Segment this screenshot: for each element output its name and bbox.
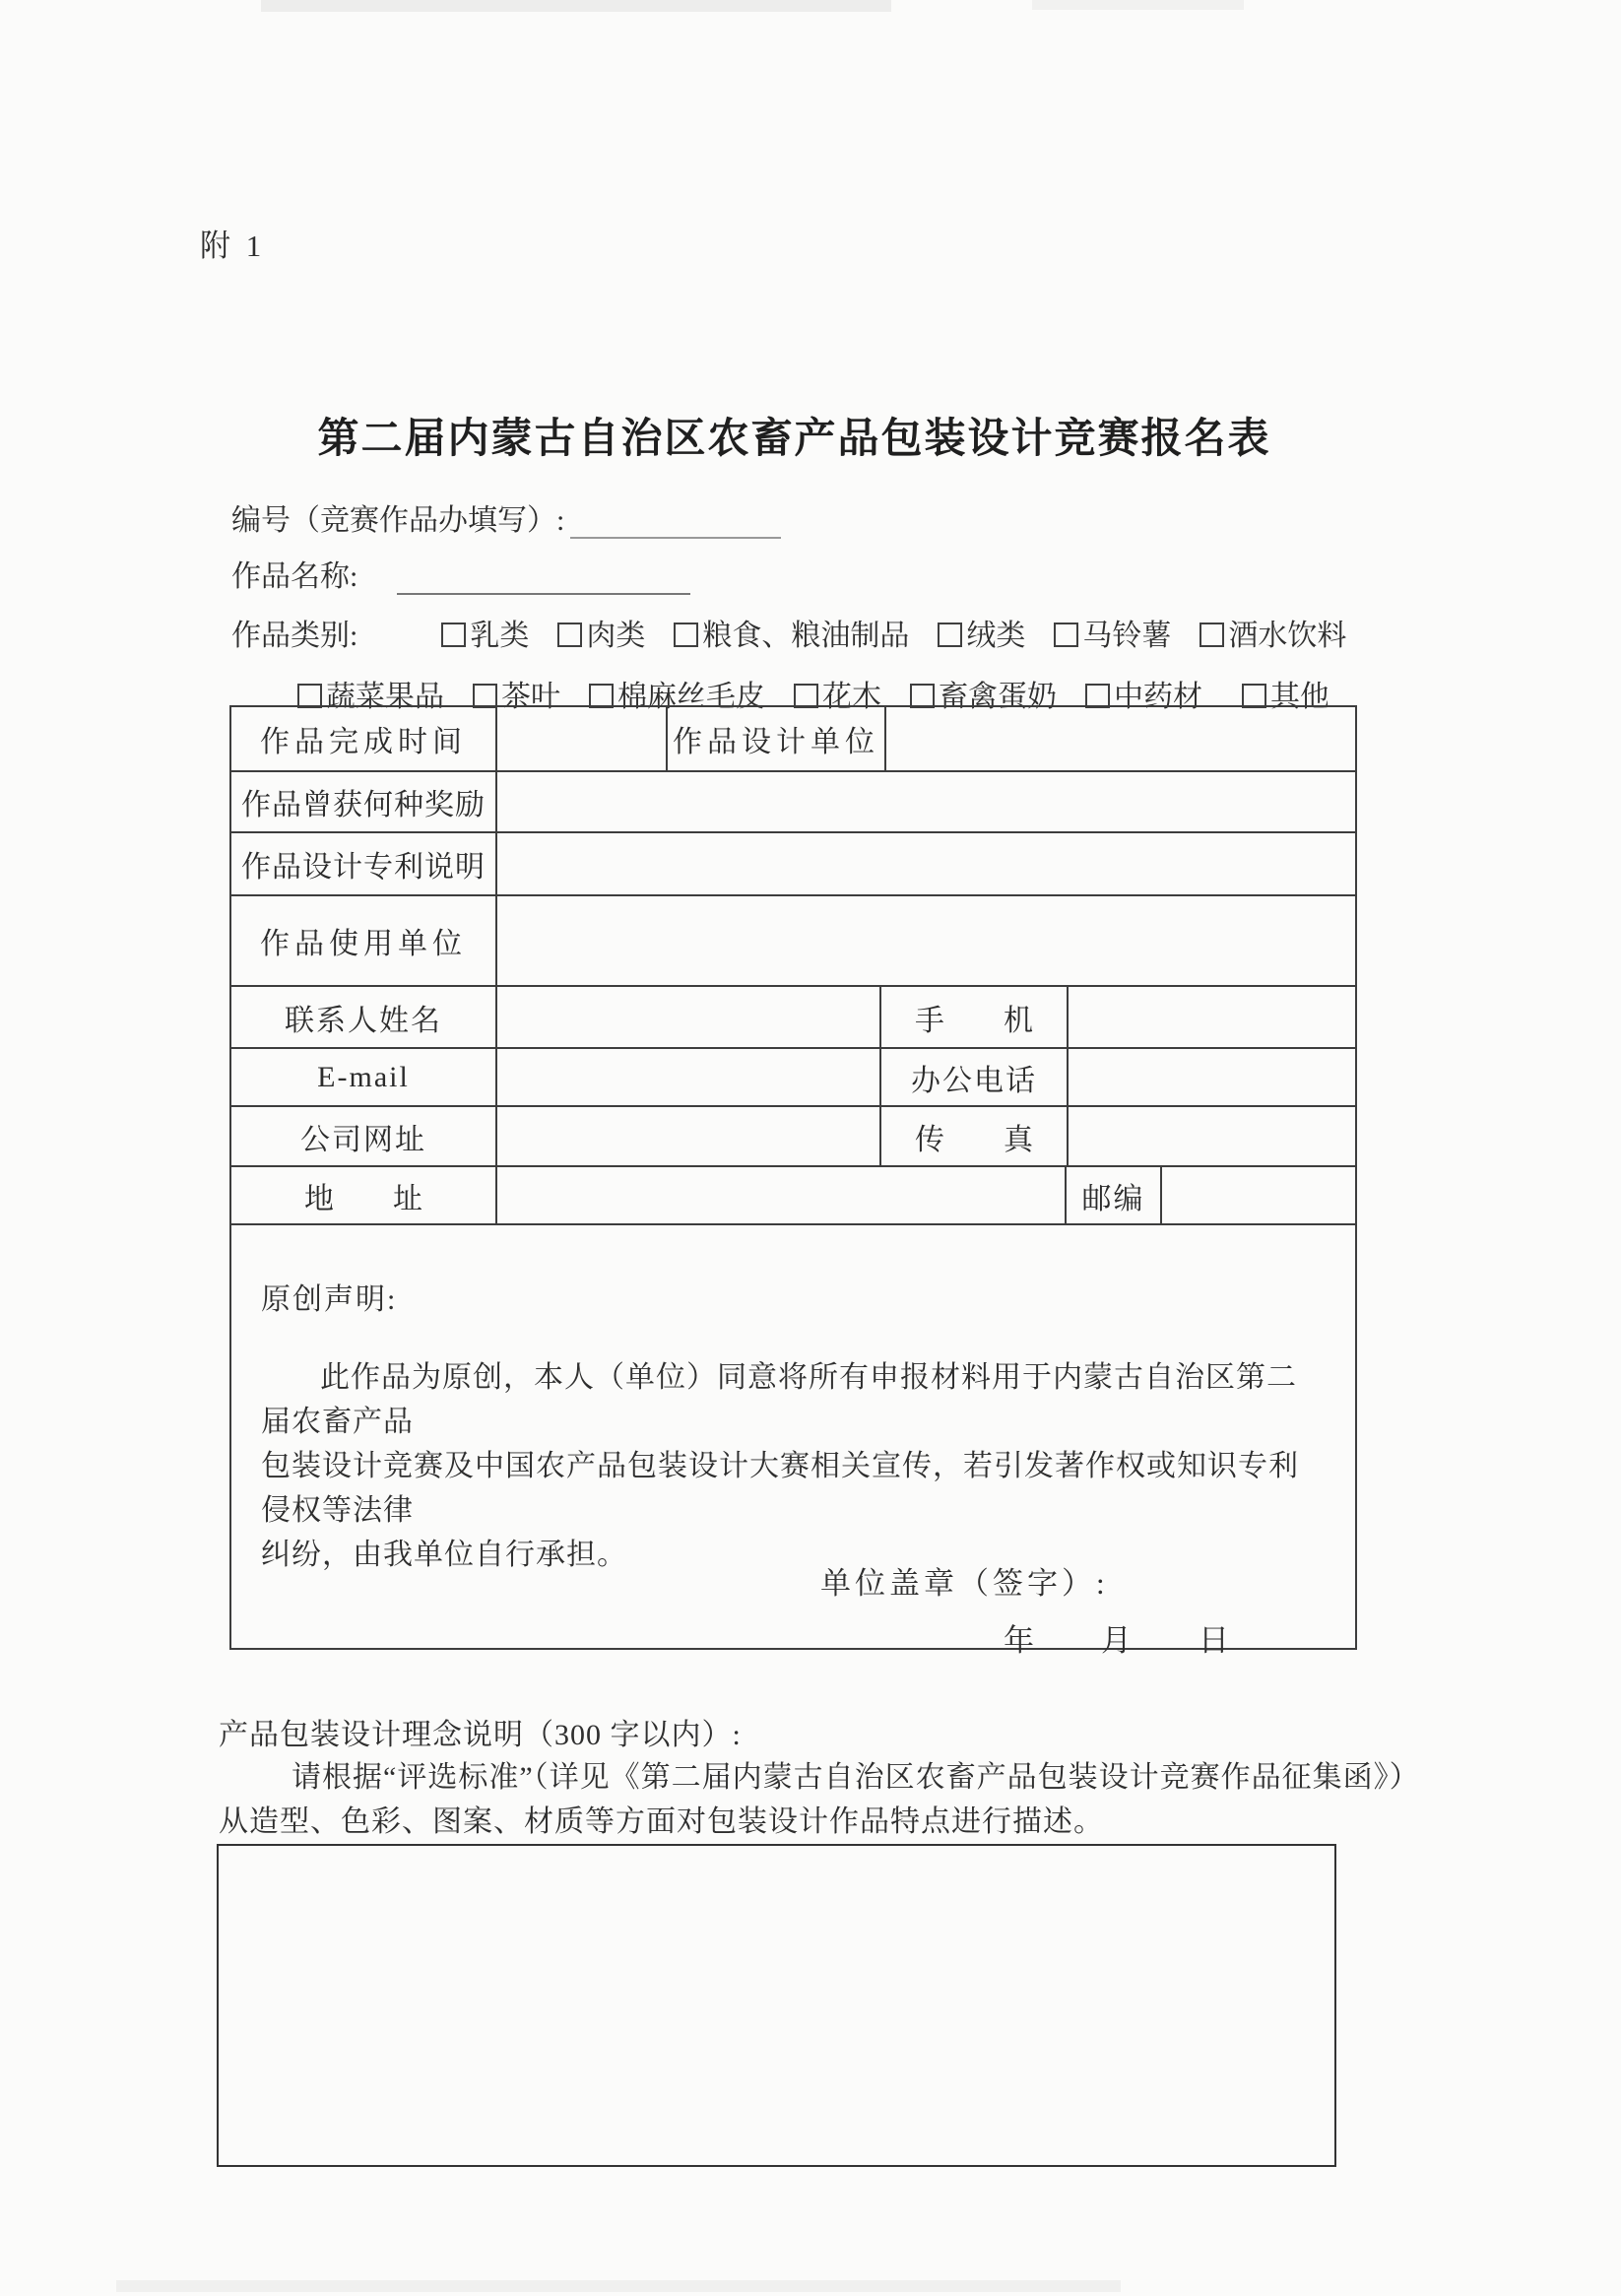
user-unit-label: 作品使用单位 — [231, 896, 497, 985]
category-label: 作品类别: — [231, 620, 358, 652]
table-row-contact — [231, 987, 1355, 1049]
concept-description-box[interactable] — [217, 1844, 1336, 2167]
checkbox-icon[interactable] — [297, 684, 322, 708]
work-name-label: 作品名称: — [231, 560, 358, 593]
checkbox-icon[interactable] — [938, 623, 962, 647]
concept-instruction-line1: 请根据“评选标准”（详见《第二届内蒙古自治区农畜产品包装设计竞赛作品征集函》） — [292, 1761, 1420, 1794]
category-option-label: 棉麻丝毛皮 — [617, 681, 765, 713]
category-option-label: 中药材 — [1114, 681, 1202, 713]
checkbox-icon[interactable] — [557, 623, 582, 647]
declaration-line: 包装设计竞赛及中国农产品包装设计大赛相关宣传，若引发著作权或知识专利侵权等法律 — [261, 1450, 1299, 1527]
contact-name-cell[interactable] — [497, 987, 881, 1047]
checkbox-icon[interactable] — [1242, 684, 1266, 708]
checkbox-icon[interactable] — [589, 684, 614, 708]
number-blank-field[interactable] — [570, 503, 781, 539]
completion-time-cell[interactable] — [497, 707, 668, 770]
checkbox-icon[interactable] — [794, 684, 818, 708]
awards-label: 作品曾获何种奖励 — [231, 772, 497, 831]
checkbox-icon[interactable] — [1085, 684, 1110, 708]
office-phone-label: 办公电话 — [881, 1049, 1069, 1105]
email-cell[interactable] — [497, 1049, 881, 1105]
declaration-line: 此作品为原创，本人（单位）同意将所有申报材料用于内蒙古自治区第二届农畜产品 — [261, 1361, 1297, 1438]
fax-cell[interactable] — [1069, 1107, 1355, 1165]
category-option-label: 绒类 — [966, 620, 1026, 652]
checkbox-icon[interactable] — [1200, 623, 1224, 647]
concept-instruction-line2: 从造型、色彩、图案、材质等方面对包装设计作品特点进行描述。 — [219, 1805, 1104, 1838]
checkbox-icon[interactable] — [473, 684, 497, 708]
category-option-label: 酒水饮料 — [1228, 620, 1347, 652]
work-name-blank-field[interactable] — [397, 559, 690, 595]
scan-artifact — [116, 2280, 1121, 2292]
scan-artifact — [1032, 0, 1244, 10]
attachment-label: 附 1 — [200, 229, 266, 263]
category-row-1 — [231, 611, 1346, 654]
category-option-label: 肉类 — [586, 620, 646, 652]
work-name-line — [231, 552, 690, 595]
category-option — [557, 611, 645, 654]
fax-label: 传 真 — [881, 1107, 1069, 1165]
category-option-label: 其他 — [1270, 681, 1329, 713]
concept-section-title: 产品包装设计理念说明（300 字以内）: — [219, 1719, 742, 1751]
category-option-label: 蔬菜果品 — [326, 681, 444, 713]
category-option-label: 乳类 — [470, 620, 530, 652]
completion-time-label: 作品完成时间 — [231, 707, 497, 770]
user-unit-cell[interactable] — [497, 896, 1355, 985]
mobile-label: 手 机 — [881, 987, 1069, 1047]
patent-cell[interactable] — [497, 833, 1355, 894]
checkbox-icon[interactable] — [1054, 623, 1078, 647]
number-line — [231, 495, 781, 539]
website-cell[interactable] — [497, 1107, 881, 1165]
postcode-label: 邮编 — [1067, 1167, 1162, 1223]
table-row-email — [231, 1049, 1355, 1107]
category-option-label: 茶叶 — [501, 681, 560, 713]
category-option — [938, 611, 1025, 654]
table-row-website — [231, 1107, 1355, 1167]
patent-label: 作品设计专利说明 — [231, 833, 497, 894]
table-row-patent — [231, 833, 1355, 896]
declaration-heading: 原创声明: — [261, 1283, 398, 1316]
checkbox-icon[interactable] — [674, 623, 698, 647]
website-label: 公司网址 — [231, 1107, 497, 1165]
category-option — [441, 611, 529, 654]
office-phone-cell[interactable] — [1069, 1049, 1355, 1105]
address-label: 地 址 — [231, 1167, 497, 1223]
design-unit-label: 作品设计单位 — [668, 707, 886, 770]
declaration-line: 纠纷，由我单位自行承担。 — [261, 1539, 627, 1571]
category-option-label: 花木 — [822, 681, 881, 713]
table-row-awards — [231, 772, 1355, 833]
scan-artifact — [261, 0, 891, 12]
declaration-body — [261, 1355, 1325, 1577]
table-row-address — [231, 1167, 1355, 1225]
mobile-cell[interactable] — [1069, 987, 1355, 1047]
category-option — [674, 611, 909, 654]
form-title: 第二届内蒙古自治区农畜产品包装设计竞赛报名表 — [317, 415, 1271, 461]
registration-table — [229, 705, 1357, 1658]
design-unit-cell[interactable] — [886, 707, 1355, 770]
category-option-label: 粮食、粮油制品 — [702, 620, 910, 652]
email-label: E-mail — [231, 1049, 497, 1105]
category-option — [1054, 611, 1171, 654]
address-cell[interactable] — [497, 1167, 1067, 1223]
number-label: 编号（竞赛作品办填写）: — [231, 504, 565, 537]
category-option-label: 畜禽蛋奶 — [939, 681, 1057, 713]
postcode-cell[interactable] — [1162, 1167, 1355, 1223]
table-row-completion — [231, 707, 1355, 772]
stamp-signature-label: 单位盖章（签字）: — [820, 1566, 1109, 1601]
category-option — [1200, 611, 1346, 654]
checkbox-icon[interactable] — [910, 684, 935, 708]
category-option-label: 马铃薯 — [1082, 620, 1172, 652]
date-line: 年 月 日 — [1004, 1623, 1231, 1658]
contact-name-label: 联系人姓名 — [231, 987, 497, 1047]
checkbox-icon[interactable] — [441, 623, 466, 647]
table-row-user-unit — [231, 896, 1355, 987]
awards-cell[interactable] — [497, 772, 1355, 831]
